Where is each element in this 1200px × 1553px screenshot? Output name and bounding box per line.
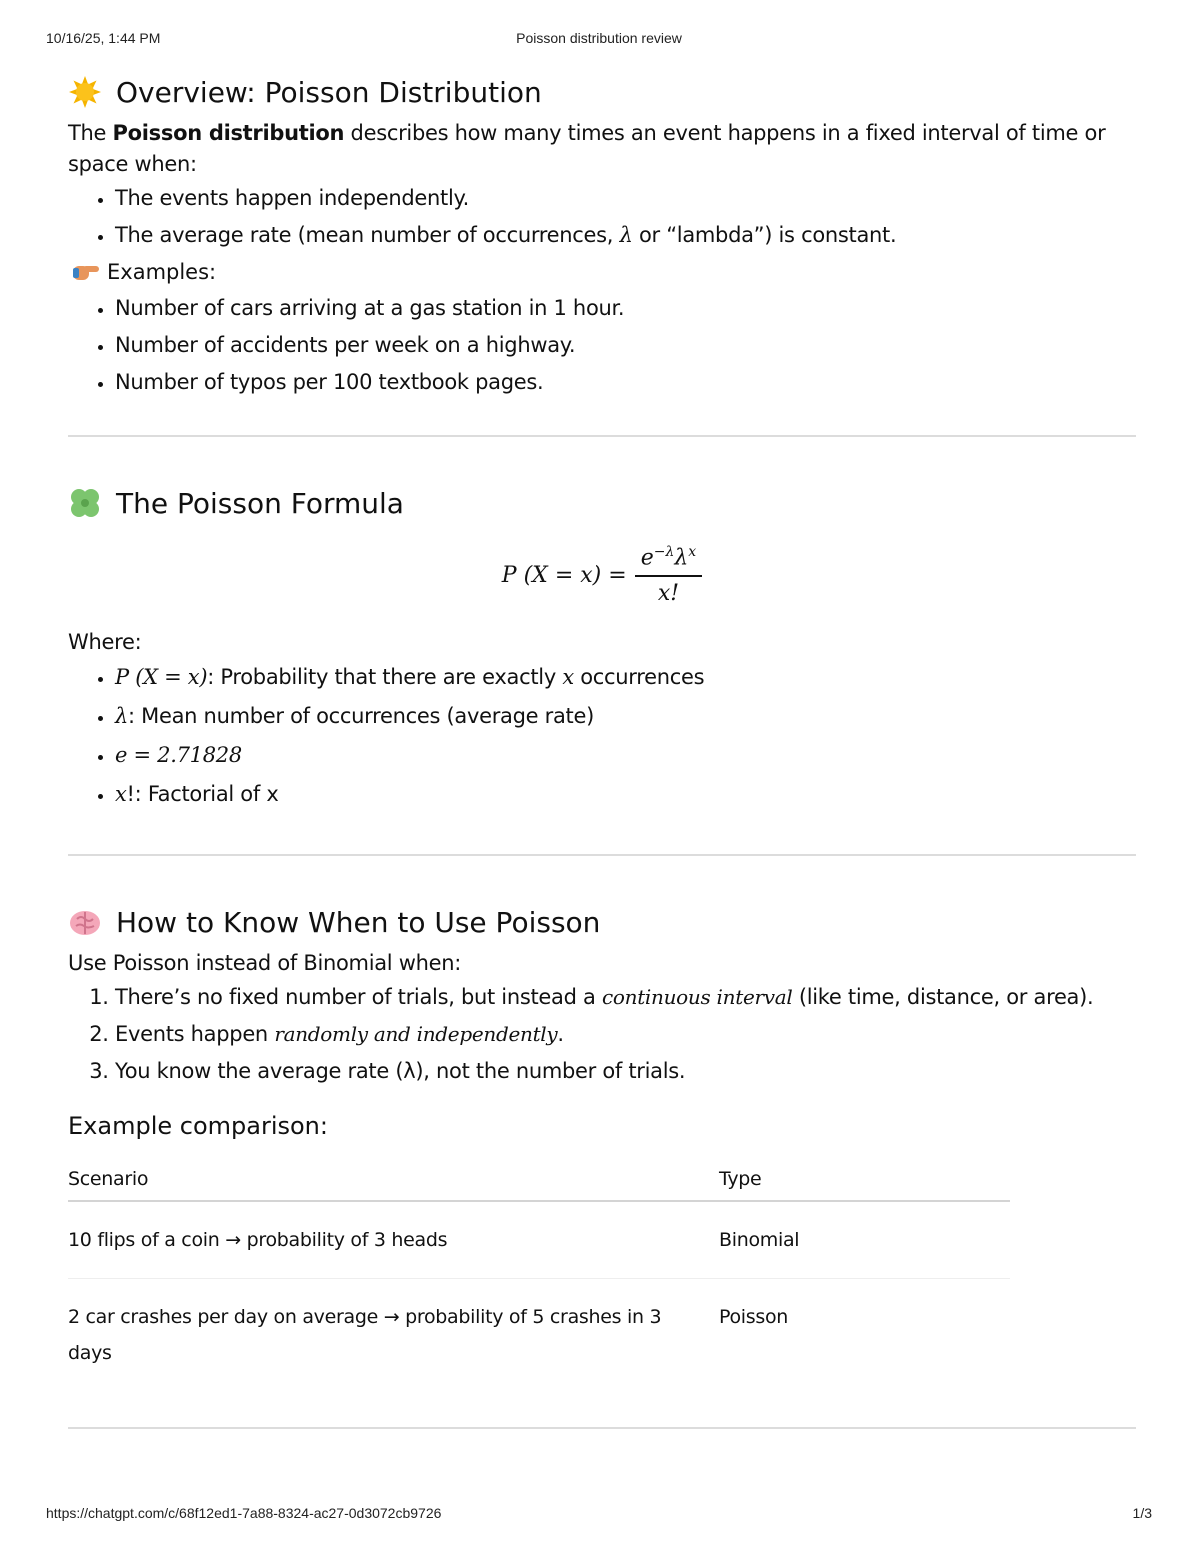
- criteria-list: [68, 979, 1136, 1090]
- page-url: https://chatgpt.com/c/68f12ed1-7a88-8324-ac27-0d3072cb9726: [46, 1505, 442, 1521]
- where-label: Where:: [68, 630, 142, 654]
- print-footer: [46, 1505, 1152, 1525]
- brain-icon: [68, 905, 102, 939]
- list-item: • e = 2.71828: [115, 736, 1136, 775]
- overview-intro: The Poisson distribution describes how many times an event happens in a fixed interval of time or space when:: [68, 121, 1106, 176]
- when-to-use-section: [68, 900, 1136, 1391]
- table-header-row: [68, 1150, 1010, 1201]
- formula-heading: [68, 481, 1136, 525]
- when-to-use-heading-text: How to Know When to Use Poisson: [116, 905, 601, 939]
- formula-section: [68, 481, 1136, 814]
- formula-numerator: $e^{-\lambda}\lambda^x$: [635, 544, 703, 576]
- divider: [68, 1427, 1136, 1429]
- table-cell: 2 car crashes per day on average → probability of 5 crashes in 3 days: [68, 1306, 662, 1364]
- list-item: • x!: Factorial of x: [115, 775, 1136, 814]
- print-title: Poisson distribution review: [516, 30, 682, 46]
- comparison-table: [68, 1150, 1010, 1391]
- list-item: • Number of typos per 100 textbook pages.: [115, 364, 1136, 401]
- divider: [68, 854, 1136, 856]
- table-header: Scenario: [68, 1150, 707, 1201]
- list-item: • The events happen independently.: [115, 180, 1136, 217]
- definitions-list: [68, 658, 1136, 814]
- table-header: Type: [707, 1150, 1010, 1201]
- page-number: 1/3: [1132, 1505, 1152, 1521]
- formula-denominator: x!: [657, 580, 680, 606]
- formula-heading-text: The Poisson Formula: [116, 486, 404, 520]
- list-item: 1. There’s no fixed number of trials, but instead a continuous interval (like time, distance, or area).: [115, 979, 1136, 1016]
- pointing-hand-icon: [71, 260, 101, 284]
- list-item: 2. Events happen randomly and independently.: [115, 1016, 1136, 1053]
- overview-heading: [68, 70, 1136, 114]
- examples-heading: Examples:: [68, 254, 1136, 290]
- sun-icon: [68, 75, 102, 109]
- table-cell: 10 flips of a coin → probability of 3 heads: [68, 1201, 707, 1279]
- list-item: • Number of accidents per week on a highway.: [115, 327, 1136, 364]
- list-item: 3. You know the average rate (λ), not the number of trials.: [115, 1053, 1136, 1090]
- divider: [68, 435, 1136, 437]
- formula-lhs: P (X = x) =: [501, 562, 627, 588]
- table-cell: Poisson: [719, 1306, 789, 1328]
- document-content: [68, 70, 1136, 1429]
- examples-list: [68, 290, 1136, 401]
- comparison-heading: Example comparison:: [68, 1112, 328, 1140]
- list-item: • λ: Mean number of occurrences (average rate): [115, 697, 1136, 736]
- list-item: • P (X = x): Probability that there are exactly x occurrences: [115, 658, 1136, 697]
- overview-conditions: [68, 180, 1136, 254]
- table-cell: Binomial: [707, 1201, 1010, 1279]
- poisson-formula: [68, 525, 1136, 625]
- print-header: [46, 30, 1152, 50]
- overview-section: [68, 70, 1136, 401]
- formula-fraction: [635, 544, 703, 605]
- table-row: [68, 1201, 1010, 1279]
- overview-heading-text: Overview: Poisson Distribution: [116, 75, 542, 109]
- intro-bold-term: Poisson distribution: [112, 121, 345, 145]
- clover-icon: [68, 486, 102, 520]
- list-item: • The average rate (mean number of occurrences, λ or “lambda”) is constant.: [115, 217, 1136, 254]
- when-to-use-heading: [68, 900, 1136, 944]
- list-item: • Number of cars arriving at a gas station in 1 hour.: [115, 290, 1136, 327]
- print-datetime: 10/16/25, 1:44 PM: [46, 30, 161, 46]
- table-row: [68, 1279, 1010, 1392]
- when-to-use-intro: Use Poisson instead of Binomial when:: [68, 951, 462, 975]
